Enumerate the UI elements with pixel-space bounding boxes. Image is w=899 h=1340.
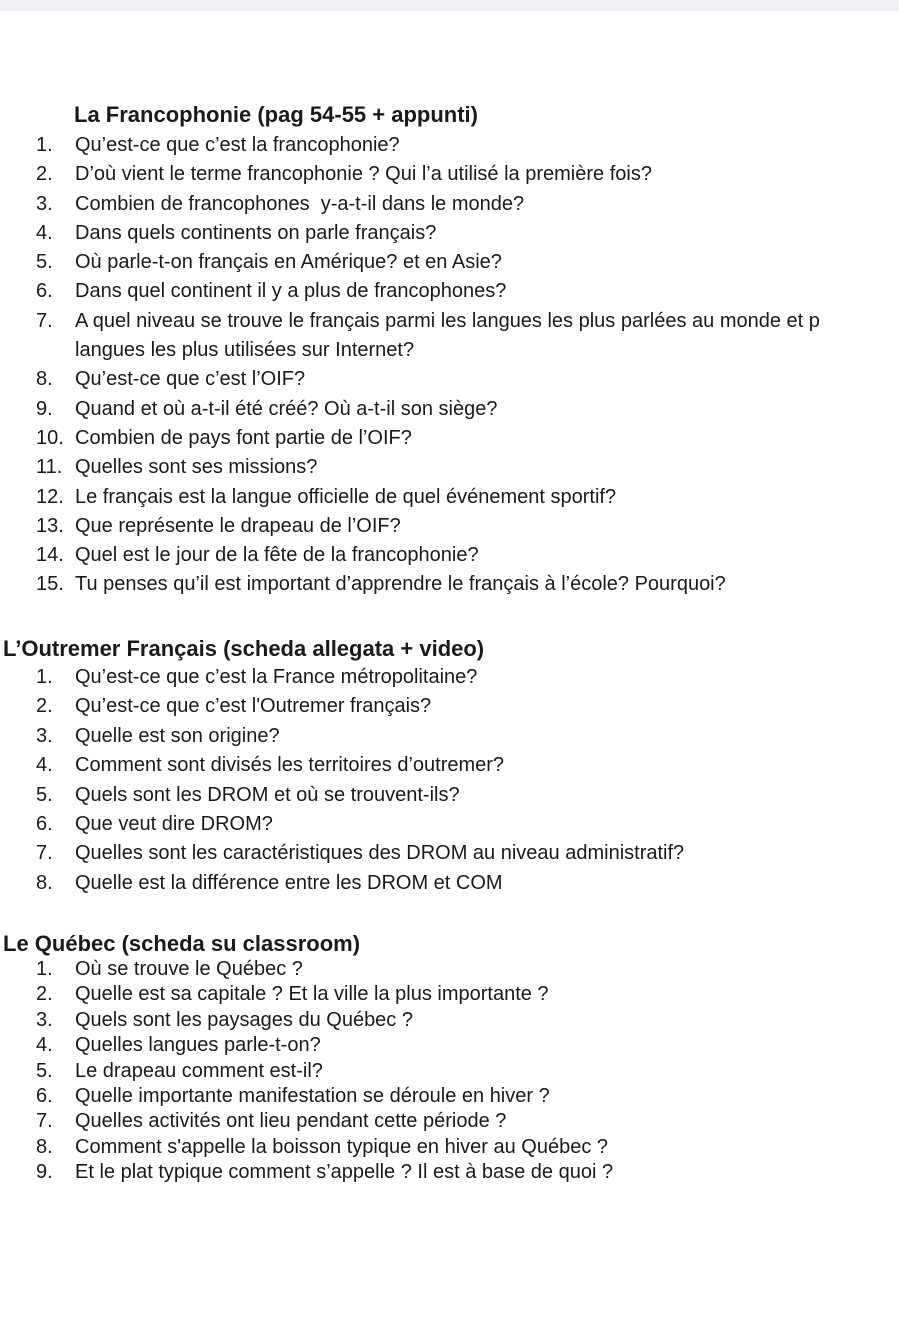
question-text: Quelle importante manifestation se déroule en hiver ? (75, 1084, 550, 1107)
question-item (0, 160, 899, 189)
section-title-francophonie: La Francophonie (pag 54-55 + appunti) (74, 102, 478, 127)
question-item (0, 982, 899, 1007)
question-text: Quelle est la différence entre les DROM et COM (75, 871, 503, 894)
question-number: 4. (36, 1034, 53, 1057)
question-item (0, 957, 899, 982)
question-text: Le drapeau comment est-il? (75, 1059, 323, 1082)
question-item (0, 810, 899, 839)
section-title-outremer: L’Outremer Français (scheda allegata + video) (3, 636, 485, 661)
question-text: Quelles sont les caractéristiques des DROM au niveau administratif? (75, 842, 685, 865)
question-text: Le français est la langue officielle de quel événement sportif? (75, 485, 617, 508)
question-text: Et le plat typique comment s’appelle ? Il est à base de quoi ? (75, 1161, 614, 1184)
question-item (0, 131, 899, 160)
question-text: Dans quel continent il y a plus de francophones? (75, 280, 507, 303)
question-number: 9. (36, 397, 53, 420)
question-item (0, 395, 899, 424)
question-number: 3. (36, 192, 53, 215)
question-text: Que veut dire DROM? (75, 812, 273, 835)
question-text: D’où vient le terme francophonie ? Qui l’a utilisé la première fois? (75, 163, 652, 186)
question-item (0, 277, 899, 306)
question-number: 3. (36, 1008, 53, 1031)
question-text: Qu’est-ce que c’est l’OIF? (75, 368, 306, 391)
question-text-continuation: langues les plus utilisées sur Internet? (75, 339, 415, 362)
question-item (0, 692, 899, 721)
question-text: Qu’est-ce que c’est la France métropolitaine? (75, 666, 478, 688)
question-number: 15. (36, 573, 64, 596)
question-text: A quel niveau se trouve le français parmi les langues les plus parlées au monde et p (75, 309, 820, 332)
question-item (0, 1033, 899, 1058)
question-item (0, 570, 899, 599)
question-number: 5. (36, 251, 53, 274)
question-text: Quelle est sa capitale ? Et la ville la plus importante ? (75, 983, 549, 1006)
question-number: 5. (36, 1059, 53, 1082)
question-text: Combien de pays font partie de l’OIF? (75, 426, 412, 449)
question-number: 6. (36, 1084, 53, 1107)
question-text: Quelles activités ont lieu pendant cette période ? (75, 1110, 507, 1133)
question-text: Quand et où a-t-il été créé? Où a-t-il son siège? (75, 397, 498, 420)
question-list-outremer (0, 663, 899, 898)
question-number: 2. (36, 163, 53, 186)
question-list-quebec (0, 957, 899, 1186)
question-item (0, 248, 899, 277)
question-number: 1. (36, 958, 53, 980)
question-number: 13. (36, 514, 64, 537)
question-number: 2. (36, 983, 53, 1006)
question-item (0, 365, 899, 394)
question-text: Comment sont divisés les territoires d’outremer? (75, 754, 505, 777)
question-item (0, 219, 899, 248)
question-item (0, 483, 899, 512)
question-number: 6. (36, 812, 53, 835)
question-number: 3. (36, 724, 53, 747)
top-strip (0, 0, 899, 11)
question-text: Qu’est-ce que c’est la francophonie? (75, 134, 400, 156)
question-item (0, 512, 899, 541)
question-text: Quelles langues parle-t-on? (75, 1034, 321, 1057)
question-text: Où parle-t-on français en Amérique? et en Asie? (75, 251, 502, 274)
question-number: 7. (36, 1110, 53, 1133)
question-number: 12. (36, 485, 64, 508)
question-item (0, 307, 899, 366)
question-item (0, 541, 899, 570)
question-number: 11. (36, 456, 63, 479)
question-item (0, 453, 899, 482)
question-text: Quelles sont ses missions? (75, 456, 318, 479)
question-item (0, 781, 899, 810)
question-item (0, 1059, 899, 1084)
question-text: Quels sont les paysages du Québec ? (75, 1008, 413, 1031)
question-text: Combien de francophones y-a-t-il dans le monde? (75, 192, 525, 215)
question-item (0, 1109, 899, 1134)
question-number: 1. (36, 134, 53, 156)
question-number: 9. (36, 1161, 53, 1184)
question-number: 8. (36, 368, 53, 391)
question-text: Quel est le jour de la fête de la francophonie? (75, 544, 479, 567)
question-number: 8. (36, 871, 53, 894)
question-number: 4. (36, 221, 53, 244)
section-title-quebec: Le Québec (scheda su classroom) (3, 931, 361, 956)
question-number: 6. (36, 280, 53, 303)
question-number: 8. (36, 1135, 53, 1158)
question-text: Dans quels continents on parle français? (75, 221, 437, 244)
question-item (0, 1135, 899, 1160)
question-number: 10. (36, 426, 64, 449)
question-item (0, 1160, 899, 1185)
question-list-francophonie (0, 131, 899, 600)
question-number: 7. (36, 309, 53, 332)
question-item (0, 190, 899, 219)
question-item (0, 722, 899, 751)
question-item (0, 1084, 899, 1109)
question-text: Où se trouve le Québec ? (75, 958, 303, 980)
question-item (0, 751, 899, 780)
question-text: Tu penses qu’il est important d’apprendre le français à l’école? Pourquoi? (75, 573, 726, 596)
question-text: Que représente le drapeau de l’OIF? (75, 514, 401, 537)
question-number: 2. (36, 695, 53, 718)
question-item (0, 663, 899, 692)
question-number: 5. (36, 783, 53, 806)
question-number: 1. (36, 666, 53, 688)
question-text: Quels sont les DROM et où se trouvent-ils? (75, 783, 460, 806)
question-number: 4. (36, 754, 53, 777)
question-item (0, 839, 899, 868)
question-text: Quelle est son origine? (75, 724, 280, 747)
question-item (0, 1008, 899, 1033)
question-item (0, 424, 899, 453)
question-number: 7. (36, 842, 53, 865)
question-item (0, 869, 899, 898)
question-text: Comment s'appelle la boisson typique en hiver au Québec ? (75, 1135, 609, 1158)
question-number: 14. (36, 544, 64, 567)
question-text: Qu’est-ce que c’est l'Outremer français? (75, 695, 432, 718)
